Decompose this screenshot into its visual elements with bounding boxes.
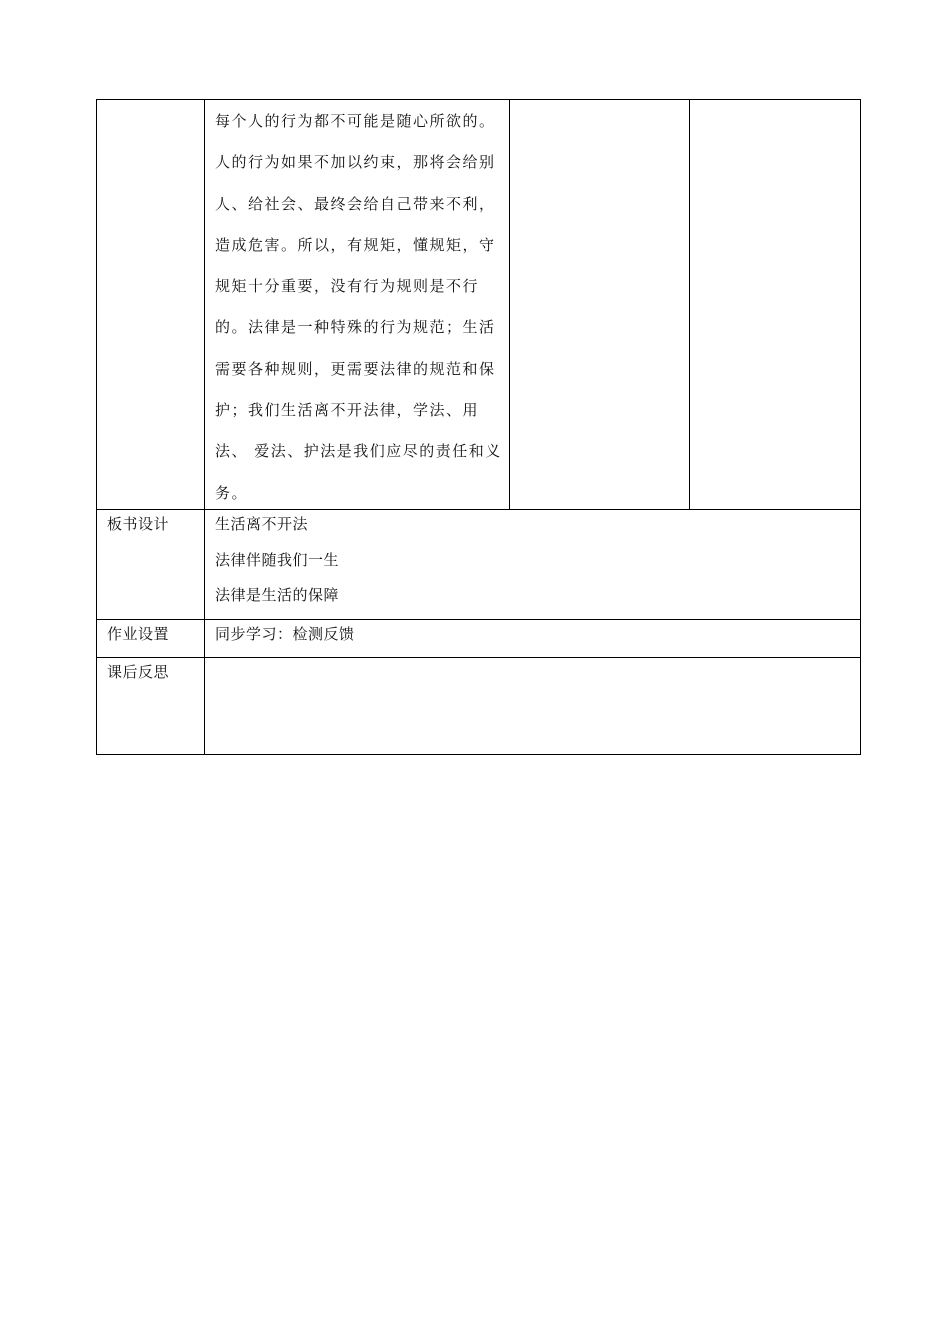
board-design-line-3: 法律是生活的保障 — [215, 586, 340, 604]
homework-label: 作业设置 — [107, 625, 170, 643]
board-design-label: 板书设计 — [107, 515, 170, 533]
table-hline-3 — [96, 657, 861, 658]
content-paragraph: 每个人的行为都不可能是随心所欲的。人的行为如果不加以约束，那将会给别人、给社会、最终会给自己带来不利，造成危害。所以，有规矩，懂规矩，守规矩十分重要，没有行为规则是不行的。法律是一种特殊的行为规范；生活需要各种规则，更需要法律的规范和保护；我们生活离不开法律，学法、用法、 爱法、护法是我们应尽的责任和义务。 — [215, 112, 502, 502]
board-design-line-1: 生活离不开法 — [215, 515, 309, 533]
table-hline-2 — [96, 619, 861, 620]
table-vline-col3 — [509, 99, 510, 510]
table-vline-col4 — [689, 99, 690, 510]
homework-text: 同步学习：检测反馈 — [215, 625, 355, 643]
reflection-label: 课后反思 — [107, 663, 170, 681]
board-design-line-2: 法律伴随我们一生 — [215, 551, 340, 569]
